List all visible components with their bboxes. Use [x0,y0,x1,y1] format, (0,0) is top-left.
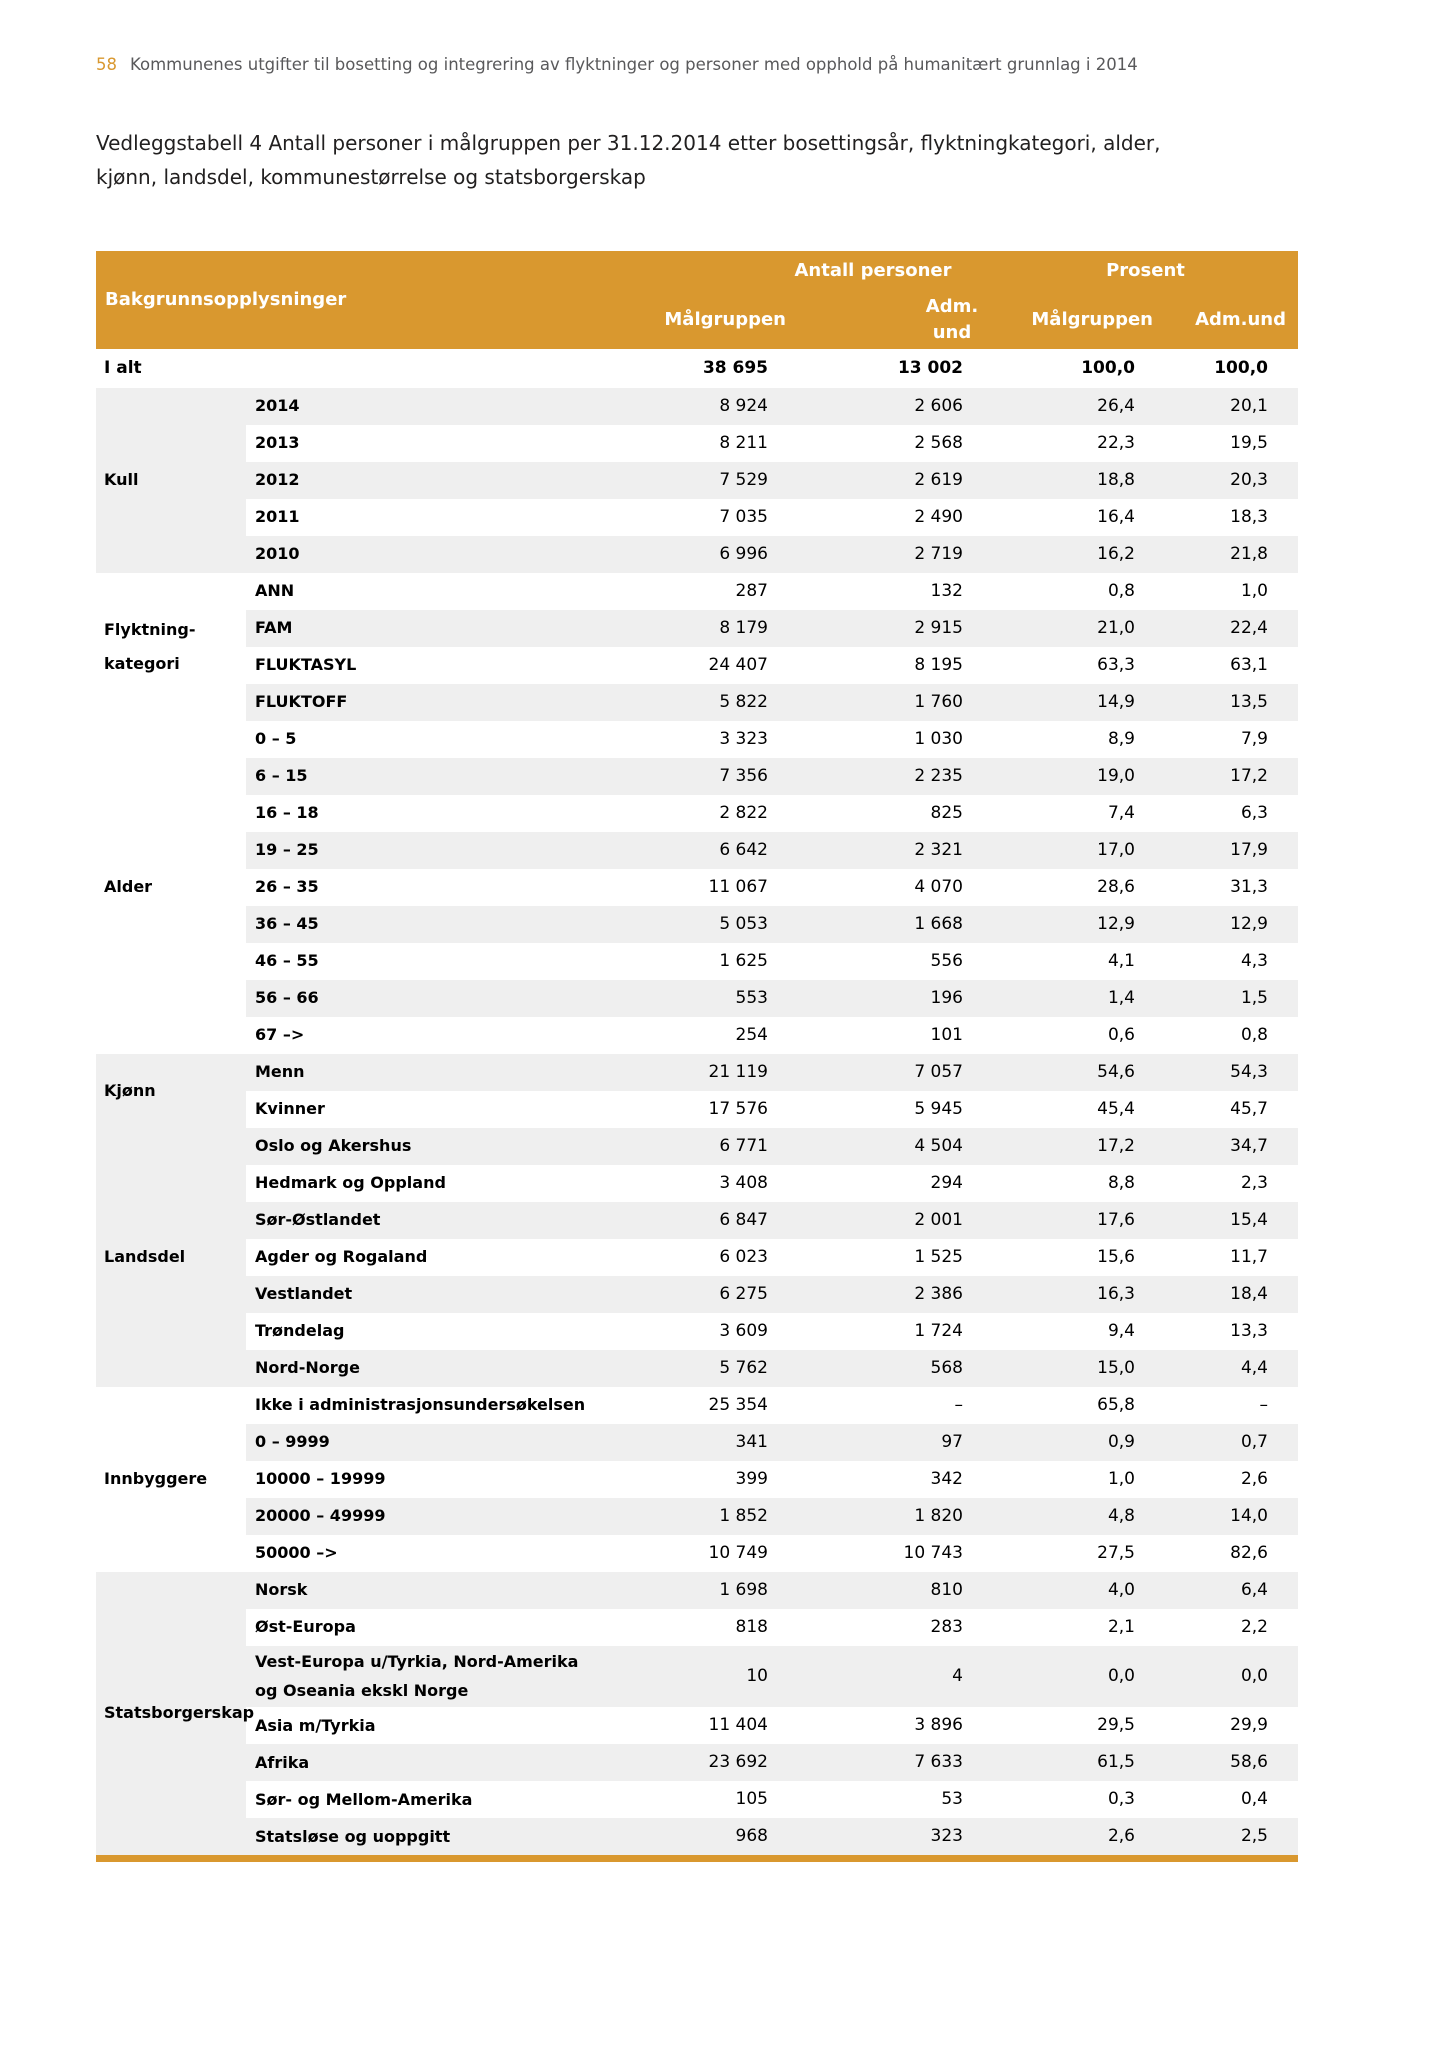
row-label: 67 –> [255,1025,305,1045]
cell-antall-malgruppen: 1 852 [719,1506,768,1527]
table-row [96,610,1298,647]
cell-prosent-malgruppen: 4,1 [1107,951,1135,972]
row-label: 2012 [255,470,300,490]
cell-antall-admund: 5 945 [914,1099,963,1120]
cell-prosent-admund: 2,6 [1240,1469,1268,1490]
row-label: Sør- og Mellom-Amerika [255,1789,473,1809]
cell-antall-malgruppen: 17 576 [708,1099,768,1120]
cell-antall-admund: 2 490 [914,507,963,528]
cell-prosent-admund: 20,3 [1230,470,1268,491]
table-row [96,869,1298,906]
cell-antall-admund: 196 [930,988,963,1009]
cell-prosent-malgruppen: 21,0 [1097,618,1135,639]
row-label: Norsk [255,1580,308,1600]
cell-antall-malgruppen: 23 692 [708,1752,768,1773]
row-label: Statsløse og uoppgitt [255,1826,451,1846]
table-row [96,573,1298,610]
cell-antall-admund: 1 724 [914,1321,963,1342]
cell-prosent-malgruppen: 26,4 [1097,396,1135,417]
table-row [96,1646,1298,1707]
row-label: 2013 [255,433,300,453]
cell-prosent-malgruppen: 29,5 [1097,1715,1135,1736]
table-row [96,1054,1298,1091]
cell-prosent-admund: 7,9 [1240,729,1268,750]
cell-antall-admund: 4 504 [914,1136,963,1157]
cell-antall-malgruppen: 399 [735,1469,768,1490]
cell-prosent-admund: 17,9 [1230,840,1268,861]
cell-prosent-malgruppen: 14,9 [1097,692,1135,713]
table-row [96,1276,1298,1313]
table-body [96,349,1298,1859]
cell-prosent-admund: 0,4 [1240,1789,1268,1810]
header-antall-admund [798,291,993,349]
cell-prosent-malgruppen: 12,9 [1097,914,1135,935]
cell-prosent-admund: 63,1 [1230,655,1268,676]
cell-antall-admund: 2 001 [914,1210,963,1231]
row-label: FLUKTOFF [255,692,348,712]
running-header-text: Kommunenes utgifter til bosetting og integrering av flyktninger og personer med opphold på humanitært grunnlag i 2014 [130,55,1138,74]
cell-prosent-malgruppen: 2,1 [1107,1617,1135,1638]
cell-prosent-admund: 100,0 [1214,358,1268,379]
header-prosent-malgruppen-label: Målgruppen [1031,308,1153,330]
header-prosent-admund-label: Adm.und [1195,308,1286,330]
cell-prosent-admund: 18,4 [1230,1284,1268,1305]
cell-prosent-malgruppen: 22,3 [1097,433,1135,454]
cell-antall-malgruppen: 25 354 [708,1395,768,1416]
total-row [96,349,1298,388]
cell-prosent-malgruppen: 45,4 [1097,1099,1135,1120]
cell-prosent-admund: 12,9 [1230,914,1268,935]
cell-antall-admund: 2 619 [914,470,963,491]
row-label: Agder og Rogaland [255,1247,428,1267]
row-label: Hedmark og Oppland [255,1173,446,1193]
cell-prosent-admund: 34,7 [1230,1136,1268,1157]
cell-prosent-malgruppen: 1,0 [1107,1469,1135,1490]
cell-antall-malgruppen: 3 323 [719,729,768,750]
cell-antall-admund: 132 [930,581,963,602]
cell-antall-malgruppen: 3 609 [719,1321,768,1342]
cell-prosent-admund: 13,3 [1230,1321,1268,1342]
table-row [96,425,1298,462]
cell-prosent-admund: 17,2 [1230,766,1268,787]
cell-prosent-admund: 1,0 [1240,581,1268,602]
cell-prosent-malgruppen: 0,3 [1107,1789,1135,1810]
group-label: Landsdel [96,1128,246,1387]
header-bakgrunnsopplysninger: Bakgrunnsopplysninger [96,251,594,349]
cell-antall-malgruppen: 1 625 [719,951,768,972]
cell-antall-malgruppen: 8 924 [719,396,768,417]
table-row [96,499,1298,536]
cell-antall-malgruppen: 8 211 [719,433,768,454]
cell-antall-malgruppen: 5 053 [719,914,768,935]
table-row [96,1350,1298,1387]
table-row [96,1202,1298,1239]
cell-antall-malgruppen: 10 749 [708,1543,768,1564]
cell-prosent-admund: 15,4 [1230,1210,1268,1231]
cell-antall-admund: 568 [930,1358,963,1379]
cell-antall-admund: 342 [930,1469,963,1490]
cell-prosent-malgruppen: 61,5 [1097,1752,1135,1773]
cell-prosent-admund: 31,3 [1230,877,1268,898]
cell-antall-malgruppen: 24 407 [708,655,768,676]
table-row [96,684,1298,721]
table-row [96,1313,1298,1350]
row-label: Sør-Østlandet [255,1210,381,1230]
cell-prosent-malgruppen: 2,6 [1107,1826,1135,1847]
cell-prosent-admund: 6,4 [1240,1580,1268,1601]
row-label: 2011 [255,507,300,527]
cell-prosent-malgruppen: 7,4 [1107,803,1135,824]
table-row [96,1572,1298,1609]
table-row [96,832,1298,869]
cell-prosent-malgruppen: 0,9 [1107,1432,1135,1453]
cell-antall-admund: 53 [941,1789,963,1810]
table-row [96,462,1298,499]
cell-antall-admund: 10 743 [903,1543,963,1564]
cell-antall-malgruppen: 287 [735,581,768,602]
row-label: Kvinner [255,1099,325,1119]
group-label: Kjønn [96,1054,246,1128]
table-row [96,980,1298,1017]
table-row [96,1387,1298,1424]
cell-antall-malgruppen: 7 529 [719,470,768,491]
cell-antall-admund: 8 195 [914,655,963,676]
cell-antall-admund: 810 [930,1580,963,1601]
cell-prosent-malgruppen: 16,3 [1097,1284,1135,1305]
cell-antall-malgruppen: 6 996 [719,544,768,565]
row-label: FLUKTASYL [255,655,357,675]
row-label: 2010 [255,544,300,564]
cell-antall-malgruppen: 5 762 [719,1358,768,1379]
cell-prosent-malgruppen: 8,9 [1107,729,1135,750]
table-row [96,1091,1298,1128]
row-label: Vestlandet [255,1284,353,1304]
header-prosent-malgruppen [993,291,1165,349]
cell-prosent-malgruppen: 27,5 [1097,1543,1135,1564]
cell-antall-admund: – [954,1395,963,1416]
cell-antall-admund: 1 820 [914,1506,963,1527]
cell-antall-admund: 556 [930,951,963,972]
cell-prosent-malgruppen: 19,0 [1097,766,1135,787]
cell-prosent-admund: 4,4 [1240,1358,1268,1379]
cell-antall-malgruppen: 11 404 [708,1715,768,1736]
table-row [96,1017,1298,1054]
cell-antall-admund: 2 606 [914,396,963,417]
cell-antall-admund: 3 896 [914,1715,963,1736]
row-label: 0 – 5 [255,729,297,749]
cell-prosent-admund: 2,3 [1240,1173,1268,1194]
group-label: Statsborgerskap [96,1572,246,1859]
row-label: 6 – 15 [255,766,308,786]
header-antall-malgruppen [594,291,798,349]
cell-antall-admund: 1 525 [914,1247,963,1268]
cell-antall-malgruppen: 7 356 [719,766,768,787]
cell-prosent-admund: 58,6 [1230,1752,1268,1773]
cell-antall-admund: 2 719 [914,544,963,565]
cell-antall-malgruppen: 38 695 [702,358,768,379]
table-row [96,906,1298,943]
cell-prosent-admund: 21,8 [1230,544,1268,565]
cell-antall-admund: 2 386 [914,1284,963,1305]
cell-antall-admund: 2 321 [914,840,963,861]
cell-antall-admund: 825 [930,803,963,824]
cell-prosent-admund: 13,5 [1230,692,1268,713]
row-label: 36 – 45 [255,914,319,934]
row-label: ANN [255,581,295,601]
cell-antall-malgruppen: 10 [746,1666,768,1687]
cell-prosent-admund: 0,8 [1240,1025,1268,1046]
cell-antall-admund: 7 057 [914,1062,963,1083]
row-label: 20000 – 49999 [255,1506,386,1526]
table-row [96,1461,1298,1498]
table-row [96,1424,1298,1461]
cell-prosent-malgruppen: 63,3 [1097,655,1135,676]
table-row [96,388,1298,425]
group-label: Alder [96,721,246,1054]
page-number: 58 [96,55,117,74]
cell-prosent-malgruppen: 15,6 [1097,1247,1135,1268]
cell-prosent-malgruppen: 15,0 [1097,1358,1135,1379]
cell-antall-admund: 323 [930,1826,963,1847]
cell-antall-admund: 283 [930,1617,963,1638]
cell-prosent-admund: 6,3 [1240,803,1268,824]
row-label: Oslo og Akershus [255,1136,412,1156]
table-row [96,647,1298,684]
cell-prosent-malgruppen: 9,4 [1107,1321,1135,1342]
cell-prosent-admund: 82,6 [1230,1543,1268,1564]
cell-antall-malgruppen: 968 [735,1826,768,1847]
cell-prosent-malgruppen: 4,8 [1107,1506,1135,1527]
header-antall-personer: Antall personer [594,251,993,291]
cell-antall-malgruppen: 5 822 [719,692,768,713]
cell-antall-admund: 1 760 [914,692,963,713]
header-prosent: Prosent [993,251,1298,291]
cell-prosent-malgruppen: 54,6 [1097,1062,1135,1083]
cell-prosent-malgruppen: 17,0 [1097,840,1135,861]
table-row [96,758,1298,795]
table-row [96,1128,1298,1165]
cell-prosent-admund: – [1259,1395,1268,1416]
cell-prosent-malgruppen: 16,4 [1097,507,1135,528]
row-label: Vest-Europa u/Tyrkia, Nord-Amerika og Oseania ekskl Norge [255,1651,579,1701]
cell-antall-admund: 294 [930,1173,963,1194]
group-label: Innbyggere [96,1387,246,1572]
row-label: 10000 – 19999 [255,1469,386,1489]
table-row [96,1239,1298,1276]
header-antall-malgruppen-label: Målgruppen [664,308,786,330]
cell-prosent-admund: 19,5 [1230,433,1268,454]
row-label: 56 – 66 [255,988,319,1008]
table-row [96,1609,1298,1646]
page-header [0,0,1448,74]
table-row [96,1498,1298,1535]
cell-antall-admund: 97 [941,1432,963,1453]
cell-prosent-admund: 20,1 [1230,396,1268,417]
cell-antall-malgruppen: 8 179 [719,618,768,639]
cell-antall-admund: 1 030 [914,729,963,750]
cell-prosent-malgruppen: 18,8 [1097,470,1135,491]
row-label: Afrika [255,1752,310,1772]
cell-prosent-admund: 22,4 [1230,618,1268,639]
cell-prosent-admund: 4,3 [1240,951,1268,972]
page-title: Vedleggstabell 4 Antall personer i målgruppen per 31.12.2014 etter bosettingsår, flyktningkategori, alder, kjønn, landsdel, kommunestørrelse og statsborgerskap [96,131,1161,190]
row-label: Asia m/Tyrkia [255,1715,376,1735]
cell-prosent-admund: 0,0 [1240,1666,1268,1687]
cell-antall-malgruppen: 11 067 [708,877,768,898]
row-label: 16 – 18 [255,803,319,823]
row-label: Trøndelag [255,1321,345,1341]
table-row [96,1535,1298,1572]
cell-prosent-admund: 14,0 [1230,1506,1268,1527]
cell-prosent-admund: 2,5 [1240,1826,1268,1847]
table-row [96,1165,1298,1202]
table-row [96,1781,1298,1818]
cell-antall-malgruppen: 1 698 [719,1580,768,1601]
cell-antall-malgruppen: 341 [735,1432,768,1453]
group-label: Flyktning-kategori [96,573,246,721]
cell-prosent-admund: 0,7 [1240,1432,1268,1453]
row-label: Ikke i administrasjonsundersøkelsen [255,1395,586,1415]
cell-antall-admund: 2 235 [914,766,963,787]
table-row [96,943,1298,980]
table-row [96,721,1298,758]
cell-antall-malgruppen: 2 822 [719,803,768,824]
cell-prosent-admund: 11,7 [1230,1247,1268,1268]
row-label: Nord-Norge [255,1358,360,1378]
table-row [96,1707,1298,1744]
cell-prosent-malgruppen: 0,0 [1107,1666,1135,1687]
cell-antall-malgruppen: 6 771 [719,1136,768,1157]
header-antall-admund-label: Adm. und [925,295,979,343]
cell-antall-admund: 101 [930,1025,963,1046]
cell-prosent-admund: 45,7 [1230,1099,1268,1120]
cell-antall-admund: 4 070 [914,877,963,898]
cell-prosent-malgruppen: 28,6 [1097,877,1135,898]
header-prosent-admund [1165,291,1298,349]
cell-prosent-malgruppen: 1,4 [1107,988,1135,1009]
row-label: 0 – 9999 [255,1432,330,1452]
cell-antall-admund: 7 633 [914,1752,963,1773]
cell-prosent-malgruppen: 4,0 [1107,1580,1135,1601]
cell-antall-admund: 2 568 [914,433,963,454]
cell-antall-admund: 1 668 [914,914,963,935]
cell-antall-admund: 2 915 [914,618,963,639]
cell-prosent-malgruppen: 100,0 [1081,358,1135,379]
cell-antall-admund: 4 [952,1666,963,1687]
cell-antall-malgruppen: 3 408 [719,1173,768,1194]
cell-antall-malgruppen: 105 [735,1789,768,1810]
cell-prosent-malgruppen: 17,2 [1097,1136,1135,1157]
cell-antall-malgruppen: 6 275 [719,1284,768,1305]
cell-antall-malgruppen: 7 035 [719,507,768,528]
cell-prosent-admund: 18,3 [1230,507,1268,528]
cell-antall-malgruppen: 6 847 [719,1210,768,1231]
cell-antall-admund: 13 002 [897,358,963,379]
table-row [96,1744,1298,1781]
cell-prosent-malgruppen: 16,2 [1097,544,1135,565]
table-row [96,536,1298,573]
cell-prosent-admund: 2,2 [1240,1617,1268,1638]
cell-prosent-admund: 1,5 [1240,988,1268,1009]
cell-prosent-malgruppen: 0,8 [1107,581,1135,602]
table-row [96,1818,1298,1859]
cell-prosent-malgruppen: 65,8 [1097,1395,1135,1416]
row-label: 46 – 55 [255,951,319,971]
cell-prosent-admund: 29,9 [1230,1715,1268,1736]
total-row-label: I alt [104,358,142,379]
data-table [96,251,1298,1862]
row-label: 26 – 35 [255,877,319,897]
table-row [96,795,1298,832]
cell-antall-malgruppen: 21 119 [708,1062,768,1083]
cell-prosent-malgruppen: 0,6 [1107,1025,1135,1046]
cell-antall-malgruppen: 254 [735,1025,768,1046]
cell-antall-malgruppen: 6 642 [719,840,768,861]
cell-prosent-malgruppen: 17,6 [1097,1210,1135,1231]
header-row-groups [96,251,1298,291]
cell-prosent-admund: 54,3 [1230,1062,1268,1083]
cell-antall-malgruppen: 6 023 [719,1247,768,1268]
row-label: Menn [255,1062,305,1082]
cell-antall-malgruppen: 553 [735,988,768,1009]
row-label: FAM [255,618,293,638]
row-label: 2014 [255,396,300,416]
group-label: Kull [96,388,246,573]
cell-antall-malgruppen: 818 [735,1617,768,1638]
row-label: 50000 –> [255,1543,338,1563]
row-label: Øst-Europa [255,1617,356,1637]
row-label: 19 – 25 [255,840,319,860]
table-header [96,251,1298,349]
cell-prosent-malgruppen: 8,8 [1107,1173,1135,1194]
